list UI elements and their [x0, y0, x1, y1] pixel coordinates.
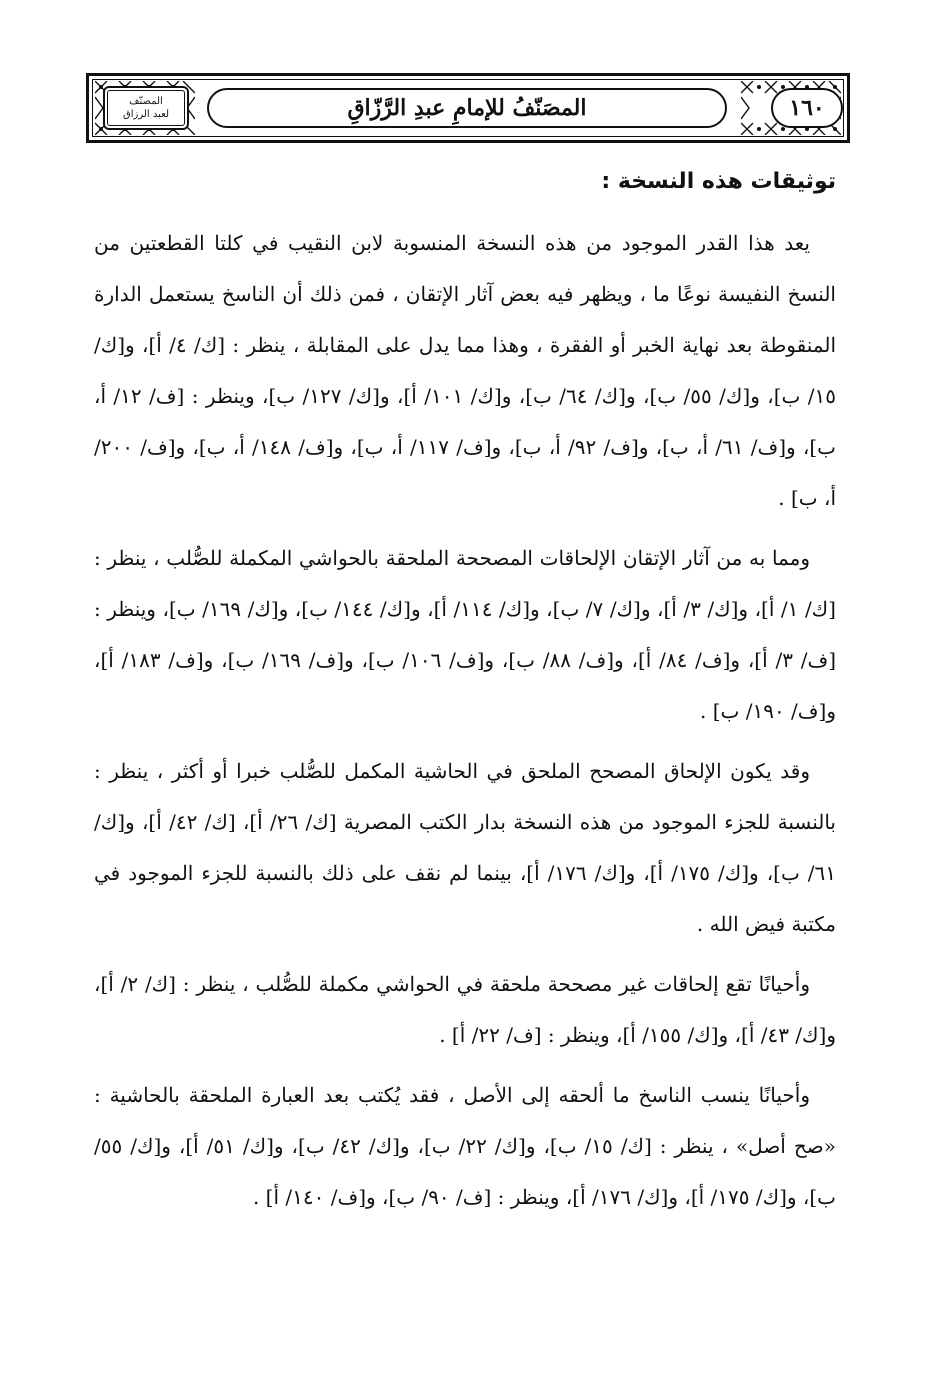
- paragraph-1: يعد هذا القدر الموجود من هذه النسخة المنسوبة لابن النقيب في كلتا القطعتين من النسخ النفيسة نوعًا ما ، ويظهر فيه بعض آثار الإتقان ، فمن ذلك أن الناسخ يستعمل الدارة المنقوطة بعد نهاية الخبر أو الفقرة ، وهذا مما يدل على المقابلة ، ينظر : [ك/ ٤/ أ]، و[ك/ ١٥/ ب]، و[ك/ ٥٥/ ب]، و[ك/ ٦٤/ ب]، و[ك/ ١٠١/ أ]، و[ك/ ١٢٧/ ب]، وينظر : [ف/ ١٢/ أ، ب]، و[ف/ ٦١/ أ، ب]، و[ف/ ٩٢/ أ، ب]، و[ف/ ١١٧/ أ، ب]، و[ف/ ١٤٨/ أ، ب]، و[ف/ ٢٠٠/ أ، ب] .: [94, 231, 837, 510]
- running-title-cartouche: [207, 88, 727, 128]
- book-seal: [103, 86, 189, 130]
- paragraph-3: وقد يكون الإلحاق المصحح الملحق في الحاشية المكمل للصُّلب خبرا أو أكثر ، ينظر : بالنسبة للجزء الموجود من هذه النسخة بدار الكتب المصرية [ك/ ٢٦/ أ]، [ك/ ٤٢/ أ]، و[ك/ ٦١/ ب]، و[ك/ ١٧٥/ أ]، و[ك/ ١٧٦/ أ]، بينما لم نقف على ذلك بالنسبة للجزء الموجود في مكتبة فيض الله .: [94, 759, 836, 936]
- section-heading: توثيقات هذه النسخة :: [601, 169, 836, 194]
- page-header: [86, 73, 850, 143]
- paragraph-5: وأحيانًا ينسب الناسخ ما ألحقه إلى الأصل ، فقد يُكتب بعد العبارة الملحقة بالحاشية : «صح أصل» ، ينظر : [ك/ ١٥/ ب]، و[ك/ ٢٢/ ب]، و[ك/ ٤٢/ ب]، و[ك/ ٥١/ أ]، و[ك/ ٥٥/ ب]، و[ك/ ١٧٥/ أ]، و[ك/ ١٧٦/ أ]، وينظر : [ف/ ٩٠/ ب]، و[ف/ ١٤٠/ أ] .: [94, 1083, 836, 1209]
- paragraph-2: ومما به من آثار الإتقان الإلحاقات المصححة الملحقة بالحواشي المكملة للصُّلب ، ينظر : [ك/ ١/ أ]، و[ك/ ٣/ أ]، و[ك/ ٧/ ب]، و[ك/ ١١٤/ أ]، و[ك/ ١٤٤/ ب]، و[ك/ ١٦٩/ ب]، وينظر : [ف/ ٣/ أ]، و[ف/ ٨٤/ أ]، و[ف/ ٨٨/ ب]، و[ف/ ١٠٦/ ب]، و[ف/ ١٦٩/ ب]، و[ف/ ١٨٣/ أ]، و[ف/ ١٩٠/ ب] .: [94, 546, 837, 723]
- page-number: ١٦٠: [789, 95, 825, 121]
- page-number-cartouche: [771, 88, 843, 128]
- paragraph-4: وأحيانًا تقع إلحاقات غير مصححة ملحقة في الحواشي مكملة للصُّلب ، ينظر : [ك/ ٢/ أ]، و[ك/ ٤٣/ أ]، و[ك/ ١٥٥/ أ]، وينظر : [ف/ ٢٢/ أ] .: [94, 972, 836, 1047]
- page-body: [94, 160, 836, 1232]
- seal-line-2: لعبد الرزاق: [122, 109, 170, 120]
- seal-frame: [107, 90, 185, 126]
- seal-line-1: المصنّف: [129, 96, 163, 107]
- running-title: المصَنّفُ للإمامِ عبدِ الرَّزّاقِ: [347, 95, 587, 121]
